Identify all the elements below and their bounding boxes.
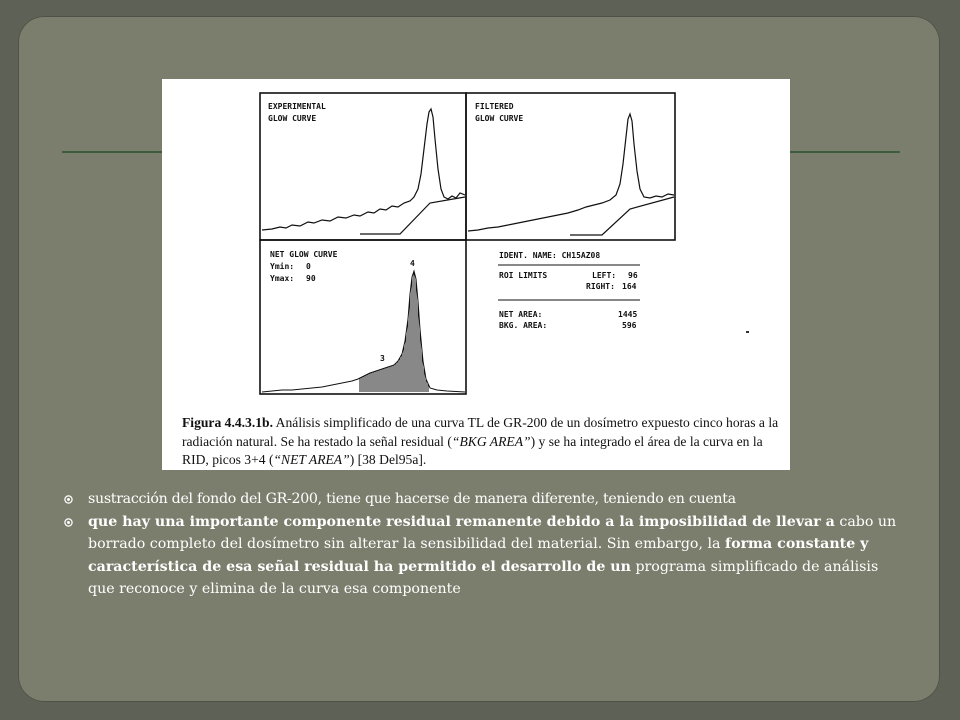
roi-limits-label: ROI LIMITS [499, 271, 548, 280]
caption-title: Figura 4.4.3.1b. [182, 415, 274, 430]
net-ymax-value: 90 [306, 274, 316, 283]
caption-text-2: ) y se ha integrado el área de la curva en la RID, picos 3+4 ( [182, 433, 763, 467]
bullet-list [62, 488, 902, 601]
bullet-2-bold-1: que hay una importante componente residual remanente debido a la imposibilidad de llevar a [88, 513, 835, 530]
roi-left-label: LEFT: [592, 271, 617, 280]
caption-bkg-term: “BKG AREA” [451, 433, 531, 449]
roi-right-label: RIGHT: [586, 282, 615, 291]
caption-text-3: ) [38 Del95a]. [349, 452, 427, 467]
glow-curve-plots [162, 79, 790, 470]
stray-mark [746, 331, 749, 333]
caption-text-1: Análisis simplificado de una curva TL de GR-200 de un dosímetro expuesto cinco horas a la radiación natural. Se ha restado la señal residual ( [182, 415, 779, 449]
bullet-text-1: sustracción del fondo del GR-200, tiene que hacerse de manera diferente, teniendo en cuenta [88, 491, 736, 507]
bullet-2-text-1: cabo un borrado completo del dosímetro sin alterar la sensibilidad del material. Sin embargo, la [88, 513, 897, 553]
bullet-2-bold-2: forma constante y característica de esa señal residual ha permitido el desarrollo de un [88, 536, 869, 575]
roi-left-value: 96 [628, 271, 638, 280]
net-peak-4-label: 4 [410, 259, 415, 268]
net-ymin-label: Ymin: [270, 262, 295, 271]
net-area-label: NET AREA: [499, 310, 543, 319]
net-ymin-value: 0 [306, 262, 311, 271]
filtered-title-2: GLOW CURVE [475, 114, 524, 123]
caption-net-term: “NET AREA” [273, 452, 350, 467]
experimental-curve [262, 109, 465, 230]
net-peak-3-label: 3 [380, 354, 385, 363]
net-title: NET GLOW CURVE [270, 250, 338, 259]
net-area-value: 1445 [618, 310, 638, 319]
bkg-area-label: BKG. AREA: [499, 321, 548, 330]
circle-bullet-icon [64, 518, 73, 527]
bullet-item [62, 488, 902, 511]
net-ymax-label: Ymax: [270, 274, 295, 283]
experimental-background [360, 197, 465, 234]
bullet-2-text-2: programa simplificado de análisis que reconoce y elimina de la curva esa componente [88, 558, 879, 598]
bullet-item [62, 511, 902, 601]
net-curve [262, 271, 465, 392]
figure-caption [182, 414, 782, 470]
bkg-area-value: 596 [622, 321, 637, 330]
filtered-curve [468, 114, 674, 231]
filtered-title-1: FILTERED [475, 102, 514, 111]
roi-right-value: 164 [622, 282, 637, 291]
net-area-fill [360, 271, 428, 392]
circle-bullet-icon [64, 495, 73, 504]
experimental-title-2: GLOW CURVE [268, 114, 317, 123]
ident-name: IDENT. NAME: CH15AZ08 [499, 251, 601, 260]
figure-image [162, 79, 790, 470]
experimental-title-1: EXPERIMENTAL [268, 102, 326, 111]
filtered-background [570, 197, 674, 235]
